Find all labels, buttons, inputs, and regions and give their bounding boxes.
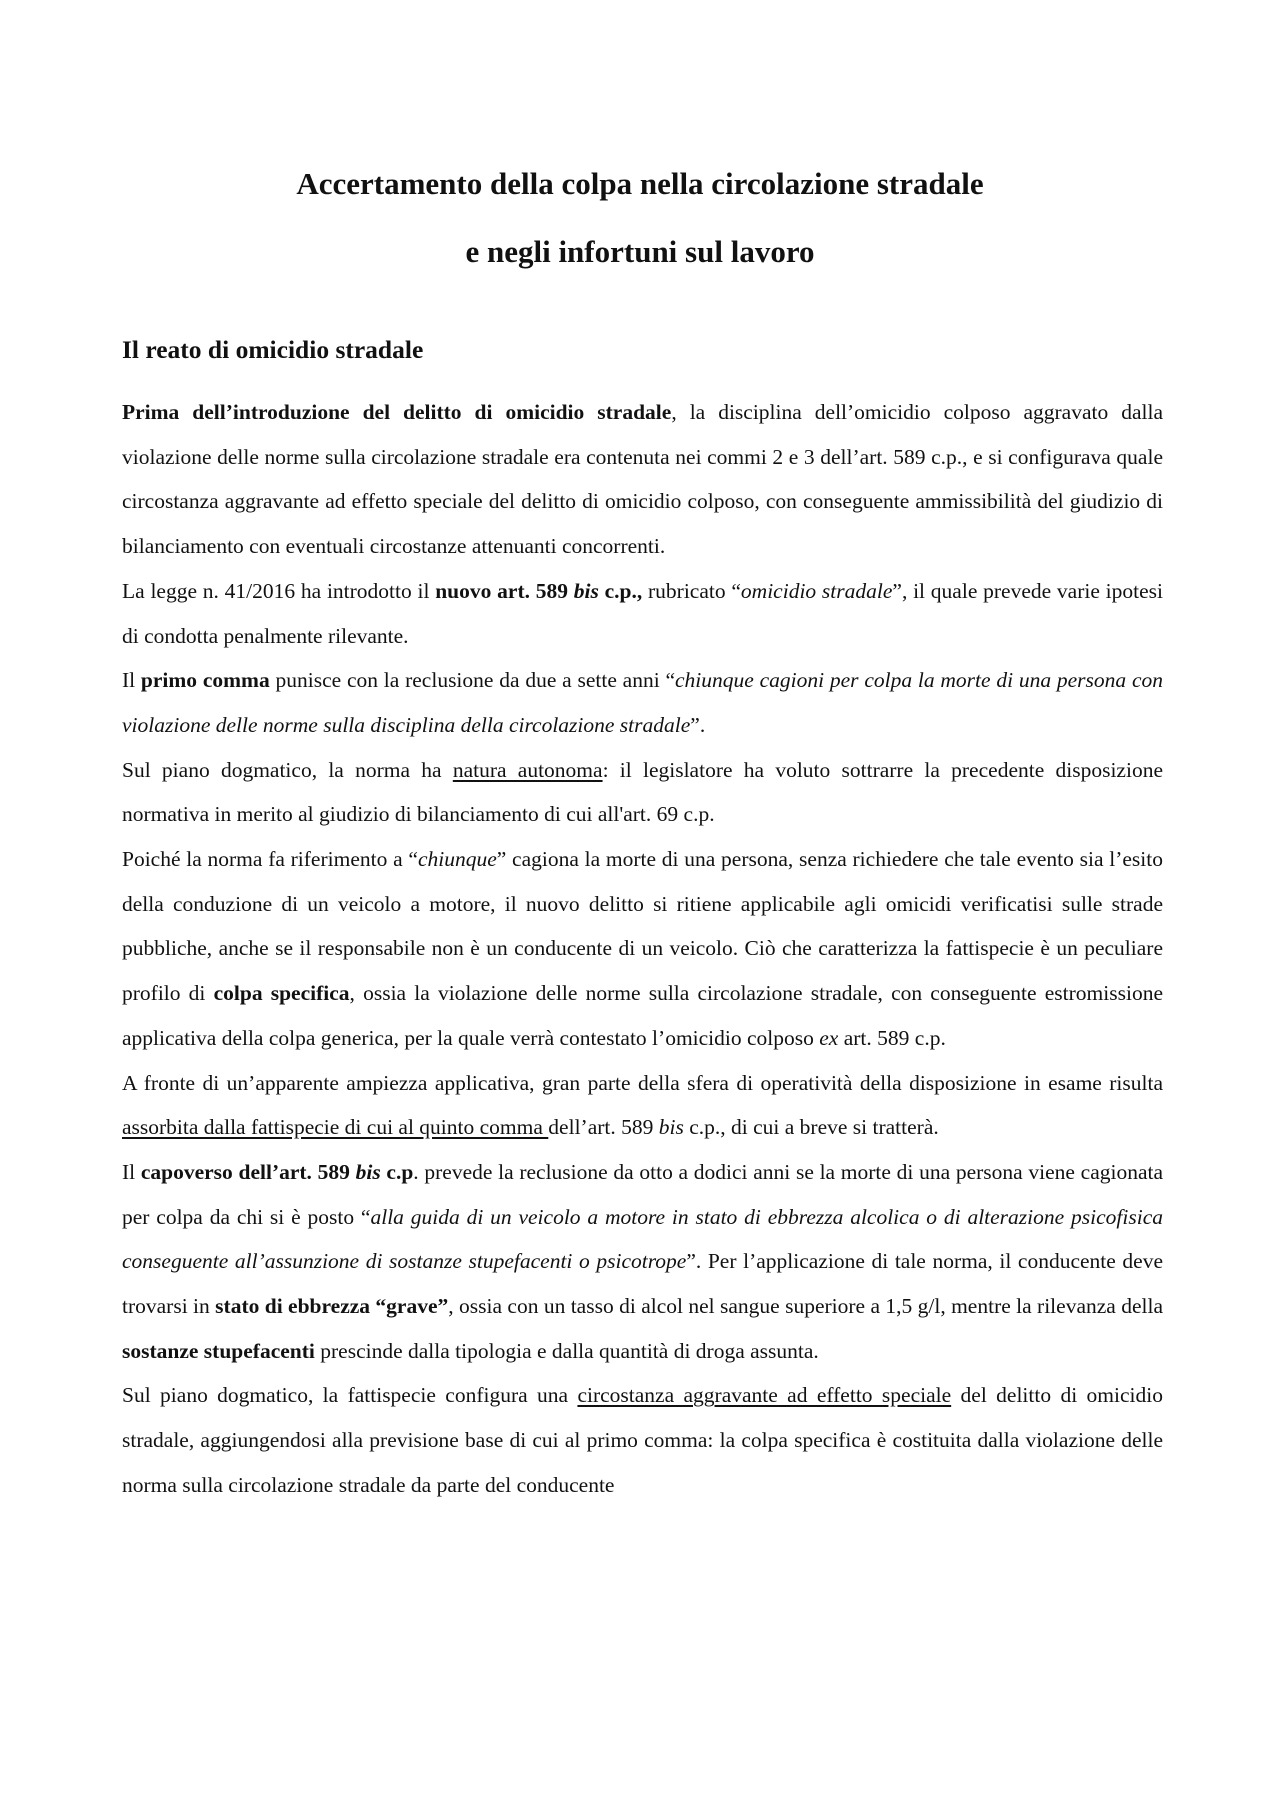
text-run: capoverso dell’art. 589 <box>140 1159 356 1184</box>
text-run: Poiché la norma fa riferimento a “ <box>122 847 418 872</box>
title-line-2: e negli infortuni sul lavoro <box>465 234 815 269</box>
text-run: art. 589 c.p. <box>838 1025 946 1050</box>
text-run: punisce con la reclusione da due a sette anni “ <box>269 668 676 693</box>
text-run: bis <box>355 1159 381 1184</box>
title-line-1: Accertamento della colpa nella circolazione stradale <box>296 166 984 201</box>
text-run: sostanze stupefacenti <box>122 1338 315 1363</box>
text-run: ”, il quale prevede varie ipotesi di condotta penalmente rilevante. <box>122 578 1163 648</box>
paragraph <box>122 837 1163 1061</box>
document-body <box>122 390 1163 1508</box>
paragraph <box>122 658 1163 747</box>
text-run: circostanza aggravante ad effetto speciale <box>577 1383 952 1408</box>
text-run: Sul piano dogmatico, la fattispecie configura una <box>122 1383 578 1408</box>
text-run: alla guida di un veicolo a motore in stato di ebbrezza alcolica o di alterazione psicofisica conseguente all’assunzione di sostanze stupefacenti o psicotrope <box>122 1204 1163 1274</box>
text-run: bis <box>573 578 599 603</box>
text-run: chiunque cagioni per colpa la morte di una persona con violazione delle norme sulla disciplina della circolazione stradale <box>122 668 1163 737</box>
text-run: Sul piano dogmatico, la norma ha <box>122 757 453 782</box>
text-run: c.p., <box>598 578 643 603</box>
text-run: c.p., di cui a breve si tratterà. <box>683 1115 939 1140</box>
text-run: omicidio stradale <box>740 578 893 603</box>
text-run: Il <box>122 1159 141 1184</box>
paragraph <box>122 1373 1163 1507</box>
text-run: dell’art. 589 <box>548 1115 659 1140</box>
text-run: del delitto di omicidio stradale, aggiungendosi alla previsione base di cui al primo comma: la colpa specifica è costituita dalla violazione delle norma sulla circolazione stradale da parte del conducente <box>122 1383 1163 1497</box>
text-run: chiunque <box>417 847 497 872</box>
text-run: nuovo art. 589 <box>435 578 574 603</box>
text-run: A fronte di un’apparente ampiezza applicativa, gran parte della sfera di operatività della disposizione in esame risulta <box>122 1070 1163 1095</box>
paragraph <box>122 569 1163 658</box>
paragraph <box>122 1150 1163 1374</box>
paragraph <box>122 1061 1163 1150</box>
text-run: colpa specifica <box>213 981 350 1006</box>
text-run: , la disciplina dell’omicidio colposo aggravato dalla violazione delle norme sulla circolazione stradale era contenuta nei commi 2 e 3 dell’art. 589 c.p., e si configurava quale circostanza aggravante ad effetto speciale del delitto di omicidio colposo, con conseguente ammissibilità del giudizio di bilanciamento con eventuali circostanze attenuanti concorrenti. <box>122 400 1164 559</box>
text-run: ”. Per l’applicazione di tale norma, il conducente deve trovarsi in <box>122 1249 1164 1319</box>
document-title <box>0 150 1280 286</box>
paragraph <box>122 390 1163 569</box>
text-run: assorbita dalla fattispecie di cui al quinto comma <box>122 1115 549 1140</box>
section-heading: Il reato di omicidio stradale <box>122 335 424 364</box>
text-run: . prevede la reclusione da otto a dodici anni se la morte di una persona viene cagionata per colpa da chi si è posto “ <box>122 1159 1164 1229</box>
text-run: La legge n. 41/2016 ha introdotto il <box>122 578 436 603</box>
text-run: Prima dell’introduzione del delitto di omicidio stradale <box>122 400 672 424</box>
text-run: Il <box>122 668 141 693</box>
text-run: ” cagiona la morte di una persona, senza richiedere che tale evento sia l’esito della conduzione di un veicolo a motore, il nuovo delitto si ritiene applicabile agli omicidi verificatisi sulle strade pubbliche, anche se il responsabile non è un conducente di un veicolo. Ciò che caratterizza la fattispecie è un peculiare profilo di <box>122 847 1163 1006</box>
text-run: , ossia con un tasso di alcol nel sangue superiore a 1,5 g/l, mentre la rilevanza della <box>448 1294 1163 1319</box>
text-run: ex <box>819 1025 839 1050</box>
text-run: primo comma <box>140 668 270 693</box>
text-run: ”. <box>690 712 706 737</box>
text-run: natura autonoma <box>452 757 603 782</box>
text-run: rubricato “ <box>642 578 741 603</box>
text-run: c.p <box>380 1159 414 1184</box>
text-run: stato di ebbrezza “grave” <box>215 1294 449 1319</box>
text-run: , ossia la violazione delle norme sulla circolazione stradale, con conseguente estromissione applicativa della colpa generica, per la quale verrà contestato l’omicidio colposo <box>122 981 1163 1050</box>
text-run: : il legislatore ha voluto sottrarre la precedente disposizione normativa in merito al giudizio di bilanciamento di cui all'art. 69 c.p. <box>122 757 1163 827</box>
text-run: prescinde dalla tipologia e dalla quantità di droga assunta. <box>314 1338 819 1363</box>
text-run: bis <box>658 1115 684 1140</box>
paragraph <box>122 748 1163 837</box>
